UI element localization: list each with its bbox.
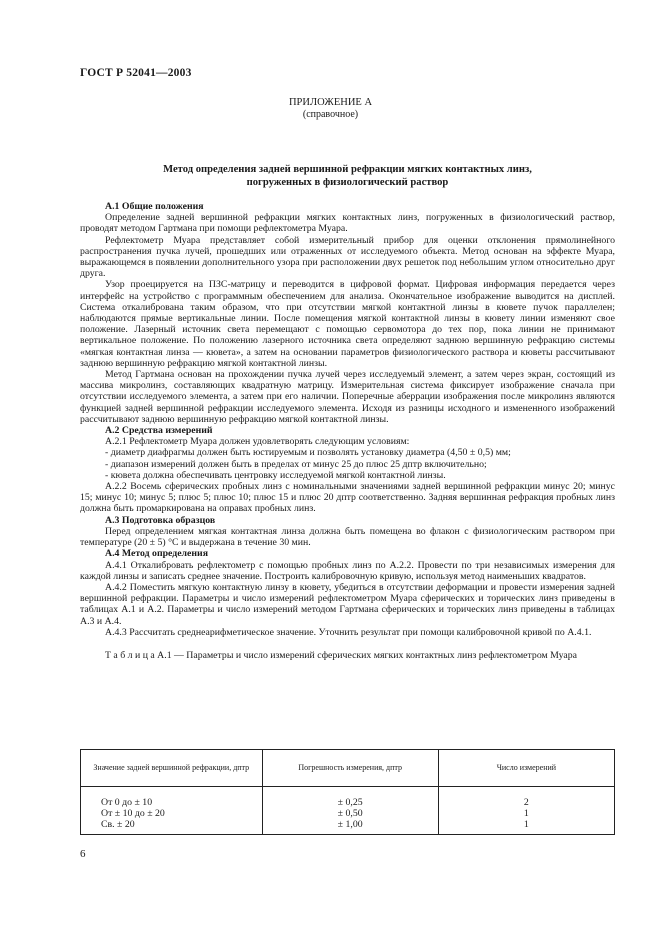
- table-cell-count: 1: [438, 808, 614, 819]
- table-header-row: [81, 750, 615, 787]
- document-title: [80, 164, 615, 189]
- table-caption: Т а б л и ц а А.1 — Параметры и число измерений сферических мягких контактных линз рефлектометром Муара: [105, 649, 578, 661]
- table-cell-error: ± 1,00: [262, 819, 438, 835]
- appendix-subtitle: (справочное): [302, 109, 359, 120]
- section-heading-a4: А.4 Метод определения: [105, 548, 208, 560]
- paragraph-a1-3: Узор проецируется на ПЗС-матрицу и переводится в цифровой формат. Цифровая информация передается через интерфейс на устройство с программным обеспечением для анализа. Окончательное изображение выводится на дисплей. Система откалибрована таким образом, что при отсутствии мягкой контактной линзы в кювете пучок параллелен; наблюдаются прямые вертикальные линии. После помещения мягкой контактной линзы в кювету линии изменяют свое положение. Лазерный источник света перемещают с помощью сервомотора до тех пор, пока линии не принимают вертикальное положение. По положению лазерного источника света определяют заднюю вершинную рефракцию системы «мягкая контактная линза — кювета», а затем на основании параметров физиологического раствора и кюветы рассчитывают заднюю вершинную рефракцию мягкой контактной линзы.: [80, 279, 615, 369]
- list-item-a2-2: - диапазон измерений должен быть в пределах от минус 25 до плюс 25 дптр включительно;: [105, 458, 487, 470]
- section-heading-a2: А.2 Средства измерений: [105, 425, 213, 437]
- table-header-refraction: Значение задней вершинной рефракции, дптр: [81, 750, 263, 787]
- section-heading-a3: А.3 Подготовка образцов: [105, 514, 216, 526]
- document-title-line-1: Метод определения задней вершинной рефракции мягких контактных линз,: [163, 164, 532, 175]
- table-cell-count: 2: [438, 787, 614, 809]
- section-heading-a1: А.1 Общие положения: [105, 201, 204, 212]
- table-cell-refraction: От ± 10 до ± 20: [81, 808, 263, 819]
- table-row: [81, 819, 615, 835]
- page-number: 6: [80, 848, 86, 860]
- table-row: [81, 787, 615, 809]
- paragraph-a4-2: А.4.2 Поместить мягкую контактную линзу в кювету, убедиться в отсутствии деформации и провести измерения задней вершинной рефракции. Параметры и число измерений рефлектометром Муара сферических и торических линз приведены в таблицах А.1 и А.2. Параметры и число измерений методом Гартмана сферических и торических линз приведены в таблицах А.3 и А.4.: [80, 581, 615, 627]
- paragraph-a2-2: А.2.2 Восемь сферических пробных линз с номинальными значениями задней вершинной рефракции минус 20; минус 15; минус 10; минус 5; плюс 5; плюс 10; плюс 15 и плюс 20 дптр соответственно. Задняя вершинная рефракция пробных линз должна быть промаркирована на оправах пробных линз.: [80, 481, 615, 515]
- table-cell-count: 1: [438, 819, 614, 835]
- paragraph-a4-1: А.4.1 Откалибровать рефлектометр с помощью пробных линз по А.2.2. Провести по три независимых измерения для каждой линзы и записать среднее значение. Построить калибровочную кривую, используя метод наименьших квадратов.: [80, 559, 615, 582]
- appendix-title: ПРИЛОЖЕНИЕ А: [288, 97, 373, 108]
- table-cell-refraction: Св. ± 20: [81, 819, 263, 835]
- list-item-a2-1: - диаметр диафрагмы должен быть юстируемым и позволять установку диаметра (4,50 ± 0,5) мм;: [105, 447, 511, 459]
- table-cell-error: ± 0,50: [262, 808, 438, 819]
- list-item-a2-3: - кювета должна обеспечивать центровку исследуемой мягкой контактной линзы.: [105, 469, 446, 481]
- paragraph-a1-4: Метод Гартмана основан на прохождении пучка лучей через исследуемый элемент, а затем через экран, состоящий из массива микролинз, составляющих квадратную матрицу. Измерительная система фиксирует изображение сначала при отсутствии исследуемого элемента, а затем при его наличии. Поперечные аберрации изображения после микролинз являются функцией задней вершинной рефракции исследуемого элемента. Исходя из разницы исходного и измененного изображений рассчитывают заднюю вершинную рефракцию мягкой контактной линзы.: [80, 369, 615, 425]
- table-header-error: Погрешность измерения, дптр: [262, 750, 438, 787]
- standard-header: ГОСТ Р 52041—2003: [80, 67, 192, 79]
- table-cell-refraction: От 0 до ± 10: [81, 787, 263, 809]
- paragraph-a1-1: Определение задней вершинной рефракции мягких контактных линз, погруженных в физиологический раствор, проводят методом Гартмана при помощи рефлектометра Муара.: [80, 212, 615, 235]
- document-body: [80, 201, 615, 661]
- table-row: [81, 808, 615, 819]
- table-header-count: Число измерений: [438, 750, 614, 787]
- paragraph-a1-2: Рефлектометр Муара представляет собой измерительный прибор для оценки отклонения прямолинейного распространения пучка лучей, прошедших или отраженных от исследуемого объекта. Метод основан на эффекте Муара, выражающемся в появлении дополнительного узора при расположении двух решеток под небольшим углом относительно друг друга.: [80, 234, 615, 280]
- table-a1: [80, 749, 615, 835]
- table-cell-error: ± 0,25: [262, 787, 438, 809]
- paragraph-a3-1: Перед определением мягкая контактная линза должна быть помещена во флакон с физиологическим раствором при температуре (20 ± 5) °С и выдержана в течение 30 мин.: [80, 525, 615, 549]
- document-title-line-2: погруженных в физиологический раствор: [246, 176, 449, 188]
- paragraph-a2-1: А.2.1 Рефлектометр Муара должен удовлетворять следующим условиям:: [105, 436, 410, 448]
- paragraph-a4-3: А.4.3 Рассчитать среднеарифметическое значение. Уточнить результат при помощи калибровочной кривой по А.4.1.: [105, 626, 592, 638]
- appendix-heading: [0, 97, 661, 121]
